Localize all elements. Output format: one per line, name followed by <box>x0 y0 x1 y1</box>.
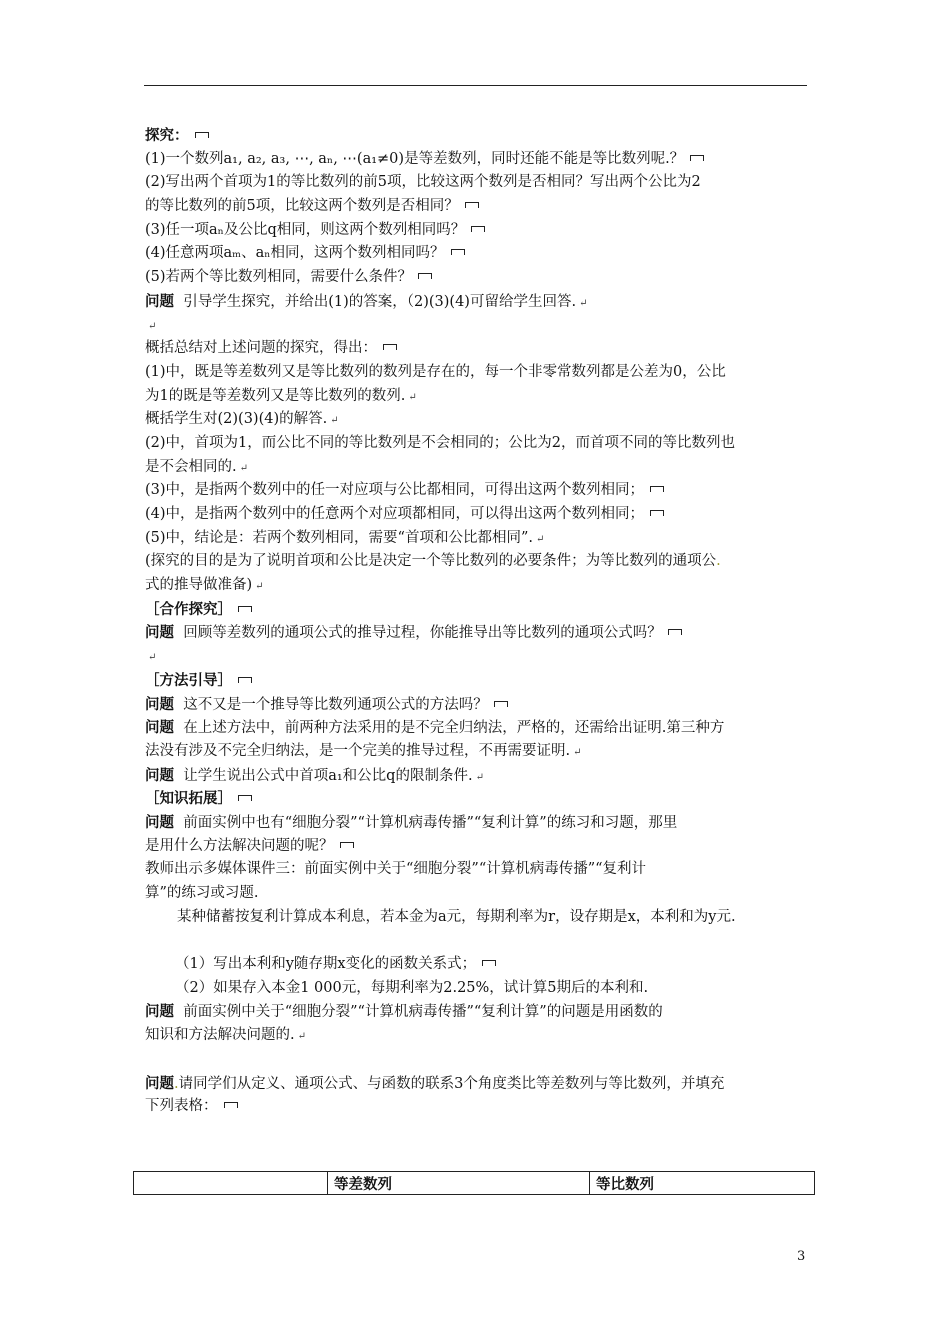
question-label: 问题 <box>145 695 174 713</box>
question-line: 问题 回顾等差数列的通项公式的推导过程，你能推导出等比数列的通项公式吗？ <box>145 621 810 645</box>
text-line: 概括学生对(2)(3)(4)的解答. ↵ <box>145 411 339 428</box>
text-line: 下列表格： <box>145 1095 810 1119</box>
section-heading: ［合作探究］ <box>145 598 810 622</box>
paragraph-mark-icon <box>238 795 252 801</box>
paragraph-mark-icon <box>690 155 704 161</box>
question-label: 问题 <box>145 624 174 642</box>
text-line: (2)中，首项为1，而公比不同的等比数列是不会相同的；公比为2，而首项不同的等比数列也 <box>145 434 735 451</box>
paragraph-mark-icon <box>650 486 664 492</box>
paragraph-mark-icon <box>451 249 465 255</box>
section-heading: 探究： <box>145 124 810 148</box>
comparison-table <box>133 1171 815 1195</box>
question-line: 问题 前面实例中也有“细胞分裂”“计算机病毒传播”“复利计算”的练习和习题，那里 <box>145 813 678 831</box>
line-break-arrow-icon: ↵ <box>573 746 582 758</box>
question-label: 问题 <box>145 1074 174 1092</box>
line-break-arrow-icon: ↵ <box>579 297 588 309</box>
table-header-row <box>134 1172 815 1195</box>
question-label: 问题 <box>145 766 174 784</box>
text-line: 某种储蓄按复利计算成本利息，若本金为a元，每期利率为r，设存期是x，本利和为y元. <box>177 908 736 925</box>
text-line: (3)任一项aₙ及公比q相同，则这两个数列相同吗？ <box>145 219 810 243</box>
header-rule <box>144 85 807 86</box>
question-line: 问题 让学生说出公式中首项a₁和公比q的限制条件. ↵ <box>145 766 484 784</box>
document-body <box>145 124 810 1119</box>
section-heading: ［知识拓展］ <box>145 787 810 811</box>
text-line: 是不会相同的. ↵ <box>145 458 248 475</box>
text-line: 算”的练习或习题. <box>145 885 259 901</box>
table-header-cell: 等比数列 <box>590 1172 815 1195</box>
section-heading: ［方法引导］ <box>145 669 810 693</box>
paragraph-mark-icon <box>668 629 682 635</box>
blank-line <box>145 1048 810 1072</box>
paragraph-mark-icon <box>238 606 252 612</box>
text-line: (3)中，是指两个数列中的任一对应项与公比都相同，可得出这两个数列相同； <box>145 479 810 503</box>
text-line: (2)写出两个首项为1的等比数列的前5项，比较这两个数列是否相同？写出两个公比为2 <box>145 174 701 191</box>
text-line: (1)一个数列a₁, a₂, a₃, ⋯, aₙ, ⋯(a₁≠0)是等差数列，同时还能不能是等比数列呢.？ <box>145 148 810 172</box>
line-break-arrow-icon: ↵ <box>297 1031 306 1043</box>
question-label: 问题 <box>145 813 174 831</box>
page-number: 3 <box>797 1249 806 1264</box>
question-line: 问题.请同学们从定义、通项公式、与函数的联系3个角度类比等差数列与等比数列，并填充 <box>145 1074 725 1092</box>
paragraph-mark-icon <box>482 960 496 966</box>
question-label: 问题 <box>145 292 174 310</box>
question-label: 问题 <box>145 719 174 737</box>
text-line: 是用什么方法解决问题的呢？ <box>145 835 810 859</box>
line-break-arrow-icon: ↵ <box>255 581 264 593</box>
paragraph-mark-icon <box>494 701 508 707</box>
blank-line <box>145 929 810 953</box>
table-header-cell <box>134 1172 328 1195</box>
text-line: （2）如果存入本金1 000元，每期利率为2.25%，试计算5期后的本利和. <box>175 979 649 996</box>
line-break-arrow-icon: ↵ <box>148 652 157 664</box>
line-break-arrow-icon: ↵ <box>408 391 417 403</box>
text-line: (4)中，是指两个数列中的任意两个对应项都相同，可以得出这两个数列相同； <box>145 503 810 527</box>
text-line: 知识和方法解决问题的. ↵ <box>145 1027 306 1044</box>
text-line: 式的推导做准备) ↵ <box>145 577 264 594</box>
line-break-arrow-icon: ↵ <box>475 771 484 783</box>
text-line <box>145 645 810 669</box>
text-line: （1）写出本利和y随存期x变化的函数关系式； <box>145 953 810 977</box>
text-line: 的等比数列的前5项，比较这两个数列是否相同？ <box>145 195 810 219</box>
anchor-dot-icon: . <box>174 1075 179 1092</box>
paragraph-mark-icon <box>465 202 479 208</box>
line-break-arrow-icon: ↵ <box>148 320 157 332</box>
paragraph-mark-icon <box>224 1102 238 1108</box>
question-line: 问题 前面实例中关于“细胞分裂”“计算机病毒传播”“复利计算”的问题是用函数的 <box>145 1003 663 1021</box>
anchor-dot-icon: . <box>716 553 721 570</box>
paragraph-mark-icon <box>238 677 252 683</box>
table-header-cell: 等差数列 <box>328 1172 590 1195</box>
text-line: 法没有涉及不完全归纳法，是一个完美的推导过程，不再需要证明. ↵ <box>145 742 582 759</box>
paragraph-mark-icon <box>340 842 354 848</box>
paragraph-mark-icon <box>418 273 432 279</box>
text-line <box>145 314 810 338</box>
paragraph-mark-icon <box>383 344 397 350</box>
line-break-arrow-icon: ↵ <box>239 462 248 474</box>
text-line: (4)任意两项aₘ、aₙ相同，这两个数列相同吗？ <box>145 242 810 266</box>
question-line: 问题 这不又是一个推导等比数列通项公式的方法吗？ <box>145 693 810 717</box>
question-line: 问题 在上述方法中，前两种方法采用的是不完全归纳法，严格的，还需给出证明.第三种方 <box>145 719 725 737</box>
paragraph-mark-icon <box>471 226 485 232</box>
line-break-arrow-icon: ↵ <box>535 533 545 545</box>
paragraph-mark-icon <box>195 132 209 138</box>
text-line: 为1的既是等差数列又是等比数列的数列. ↵ <box>145 387 417 404</box>
text-line: (1)中，既是等差数列又是等比数列的数列是存在的，每一个非零常数列都是公差为0，公比 <box>145 363 726 380</box>
question-line: 问题 引导学生探究，并给出(1)的答案，（2)(3)(4)可留给学生回答. ↵ <box>145 292 588 310</box>
text-line: 教师出示多媒体课件三：前面实例中关于“细胞分裂”“计算机病毒传播”“复利计 <box>145 861 647 878</box>
text-line: 概括总结对上述问题的探究，得出： <box>145 337 810 361</box>
text-line: (5)中，结论是：若两个数列相同，需要“首项和公比都相同”. ↵ <box>145 529 545 546</box>
text-line: (探究的目的是为了说明首项和公比是决定一个等比数列的必要条件；为等比数列的通项公. <box>145 553 721 570</box>
paragraph-mark-icon <box>650 510 664 516</box>
line-break-arrow-icon: ↵ <box>330 415 339 427</box>
text-line: (5)若两个等比数列相同，需要什么条件？ <box>145 266 810 290</box>
question-label: 问题 <box>145 1003 174 1021</box>
